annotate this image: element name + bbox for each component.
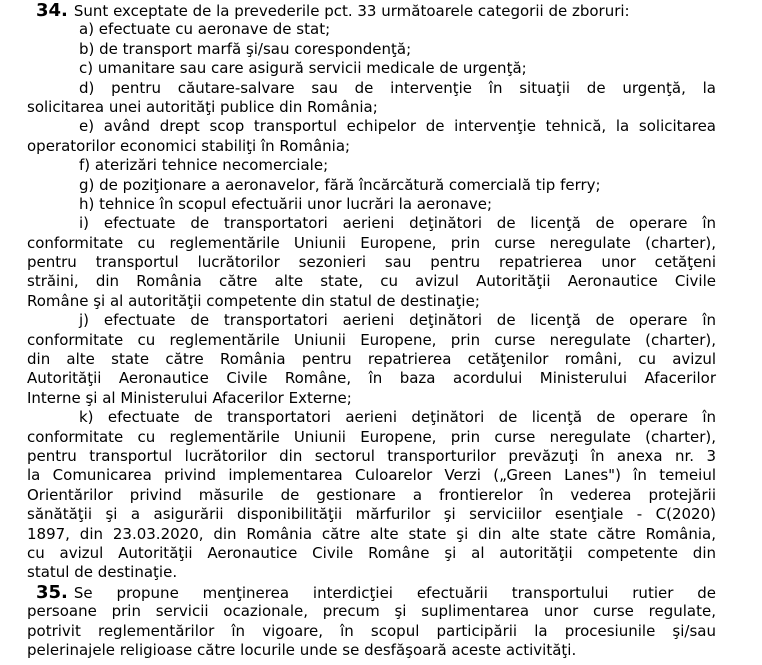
- item-a: a) efectuate cu aeronave de stat;: [79, 20, 331, 39]
- item-d-line-2: solicitarea unei autorităţi publice din România;: [27, 97, 378, 116]
- item-j-line-1: j) efectuate de transportatori aerieni deţinători de licenţă de operare în: [79, 311, 716, 330]
- article-34-heading: [27, 1, 716, 20]
- item-k-line-5: Orientărilor privind măsurile de gestionare a frontierelor în vederea protejării: [27, 485, 716, 504]
- article-35-line-2: persoane prin servicii ocazionale, precum şi suplimentarea unor curse regulate,: [27, 602, 716, 621]
- article-35-line-1: [27, 583, 716, 602]
- item-j-line-3: din alte state către România pentru repatrierea cetăţenilor români, cu avizul: [27, 350, 716, 369]
- item-h: h) tehnice în scopul efectuării unor lucrări la aeronave;: [79, 194, 493, 213]
- item-g: g) de poziţionare a aeronavelor, fără încărcătură comercială tip ferry;: [79, 175, 601, 194]
- item-i-line-3: pentru transportul lucrătorilor sezonieri sau pentru repatrierea unor cetăţeni: [27, 253, 716, 272]
- item-i-line-2: conformitate cu reglementările Uniunii Europene, prin curse neregulate (charter),: [27, 233, 716, 252]
- item-k-line-2: conformitate cu reglementările Uniunii Europene, prin curse neregulate (charter),: [27, 427, 716, 446]
- item-k-line-8: cu avizul Autorităţii Aeronautice Civile Române şi al autorităţii competente din: [27, 543, 716, 562]
- item-i-line-5: Române şi al autorităţii competente din statul de destinaţie;: [27, 291, 480, 310]
- item-i-line-1: i) efectuate de transportatori aerieni deţinători de licenţă de operare în: [79, 214, 716, 233]
- article-35-number: 35.: [36, 581, 68, 603]
- item-k-line-1: k) efectuate de transportatori aerieni deţinători de licenţă de operare în: [79, 408, 716, 427]
- item-b: b) de transport marfă şi/sau corespondenţă;: [79, 39, 412, 58]
- article-35-text-1: Se propune menţinerea interdicţiei efectuării transportului rutier de: [73, 583, 716, 602]
- item-i-line-4: străini, din România către alte state, cu avizul Autorităţii Aeronautice Civile: [27, 272, 716, 291]
- item-k-line-9: statul de destinaţie.: [27, 563, 178, 582]
- article-35-line-3: potrivit reglementărilor în vigoare, în scopul participării la procesiunile şi/sau: [27, 621, 716, 640]
- item-e-line-1: e) având drept scop transportul echipelor de intervenţie tehnică, la solicitarea: [79, 117, 716, 136]
- article-35-line-4: pelerinajele religioase către locurile unde se desfăşoară aceste activităţi.: [27, 640, 577, 659]
- item-d-line-1: d) pentru căutare-salvare sau de intervenţie în situaţii de urgenţă, la: [79, 78, 716, 97]
- item-j-line-4: Autorităţii Aeronautice Civile Române, în baza acordului Ministerului Afacerilor: [27, 369, 716, 388]
- item-k-line-6: sănătăţii şi a asigurării disponibilităţii mărfurilor şi serviciilor esenţiale - C(2020): [27, 505, 716, 524]
- item-e-line-2: operatorilor economici stabiliţi în România;: [27, 136, 351, 155]
- item-c: c) umanitare sau care asigură servicii medicale de urgenţă;: [79, 59, 527, 78]
- article-34-number: 34.: [36, 0, 68, 21]
- item-k-line-3: pentru transportul lucrătorilor din sectorul transporturilor prevăzuţi în anexa nr. 3: [27, 446, 716, 465]
- item-k-line-7: 1897, din 23.03.2020, din România către alte state şi din alte state către România,: [27, 524, 716, 543]
- item-j-line-5: Interne şi al Ministerului Afacerilor Externe;: [27, 388, 352, 407]
- article-34-intro: Sunt exceptate de la prevederile pct. 33 următoarele categorii de zboruri:: [73, 2, 630, 20]
- item-k-line-4: la Comunicarea privind implementarea Culoarelor Verzi („Green Lanes") în temeiul: [27, 466, 716, 485]
- item-f: f) aterizări tehnice necomerciale;: [79, 156, 329, 175]
- item-j-line-2: conformitate cu reglementările Uniunii Europene, prin curse neregulate (charter),: [27, 330, 716, 349]
- document-page: [27, 1, 716, 660]
